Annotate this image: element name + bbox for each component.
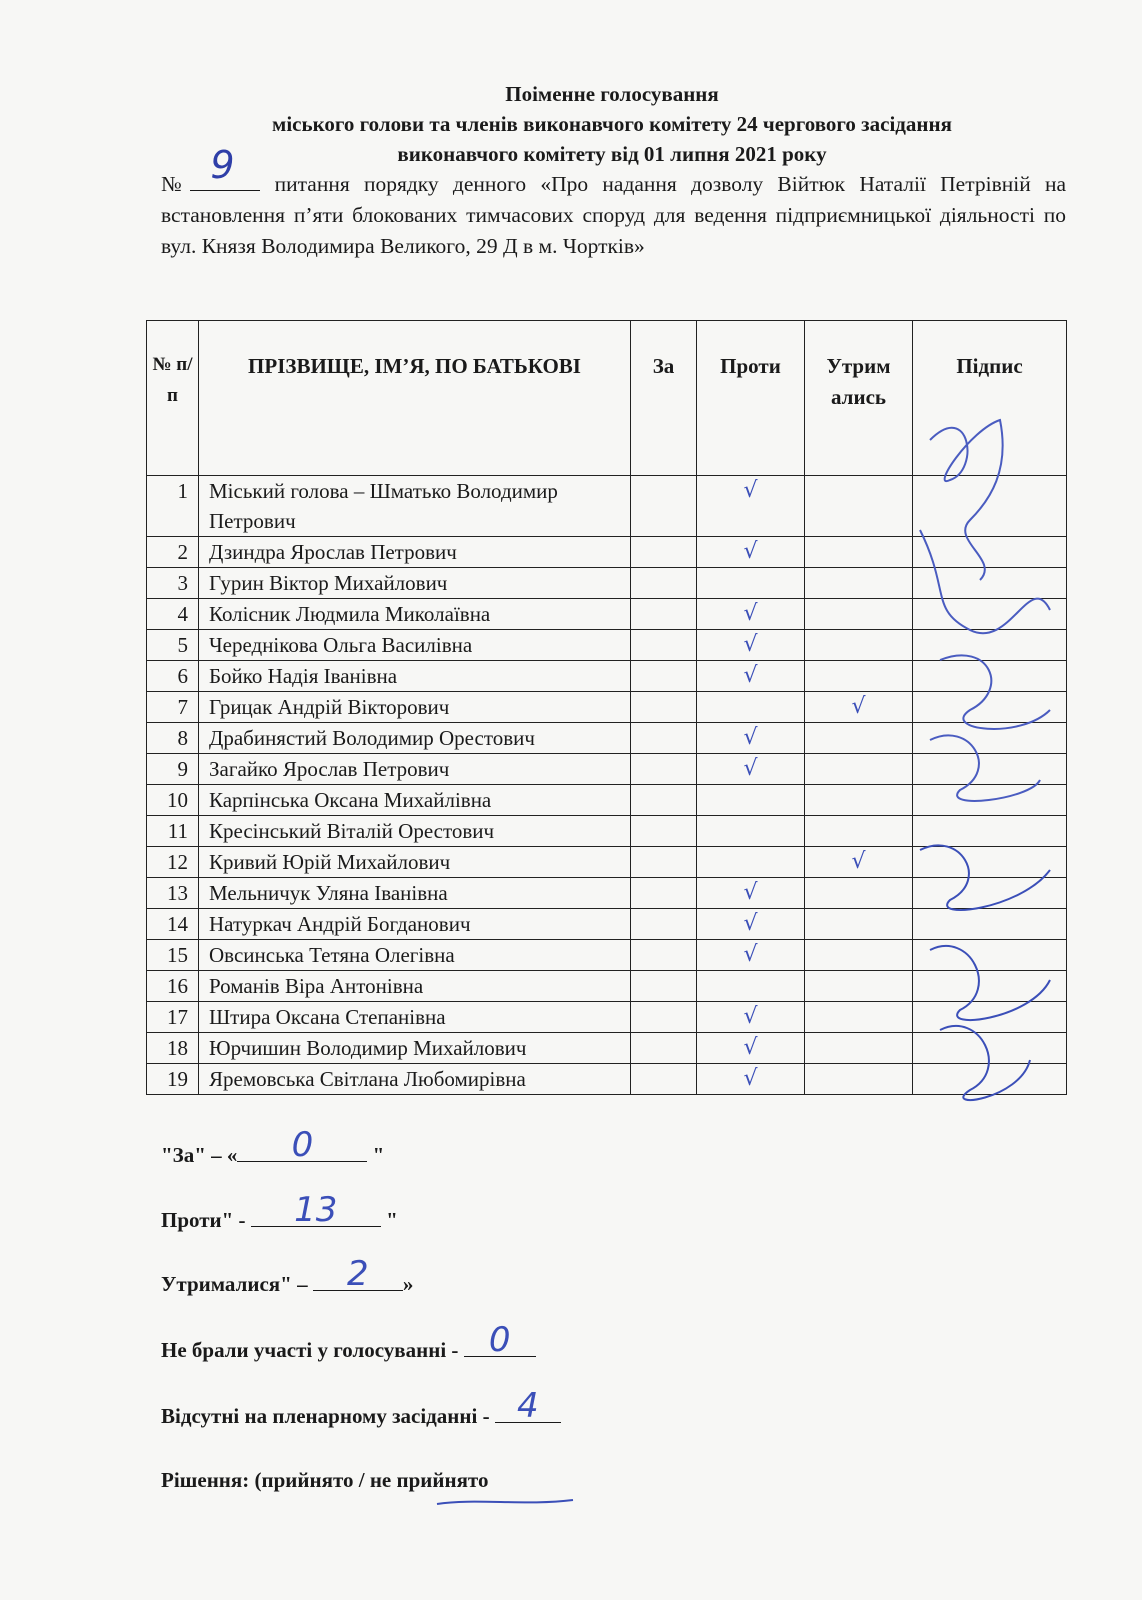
row-for-cell [631,1033,697,1064]
summary-not-voted-value: 0 [488,1320,511,1360]
row-for-cell [631,785,697,816]
row-number: 13 [147,878,199,909]
row-against-cell [697,847,805,878]
summary-against-value: 13 [294,1190,338,1230]
row-name: Натуркач Андрій Богданович [199,909,631,940]
header-name: ПРІЗВИЩЕ, ІМ’Я, ПО БАТЬКОВІ [199,321,631,476]
check-mark-icon: √ [743,880,758,905]
row-abstained-cell [805,847,913,878]
row-abstained-cell [805,692,913,723]
summary-absent-label: Відсутні на пленарному засіданні - [161,1404,495,1428]
summary-abstained-blank [313,1254,403,1294]
row-against-cell [697,909,805,940]
row-name: Дзиндра Ярослав Петрович [199,537,631,568]
check-mark-icon: √ [743,601,758,626]
check-mark-icon: √ [743,663,758,688]
check-mark-icon: √ [743,725,758,750]
agenda-number-blank [190,143,260,191]
check-mark-icon: √ [743,911,758,936]
row-for-cell [631,816,697,847]
row-name: Штира Оксана Степанівна [199,1002,631,1033]
signatures-scribble [910,410,1070,1130]
row-abstained-cell [805,1033,913,1064]
row-for-cell [631,568,697,599]
row-abstained-cell [805,816,913,847]
header-for: За [631,321,697,476]
row-against-cell [697,1002,805,1033]
summary-absent-blank [495,1386,561,1426]
check-mark-icon: √ [743,539,758,564]
check-mark-icon: √ [851,849,866,874]
row-name: Гурин Віктор Михайлович [199,568,631,599]
row-number: 1 [147,476,199,537]
agenda-number-handwritten: 9 [210,143,235,187]
row-name: Череднікова Ольга Василівна [199,630,631,661]
row-abstained-cell [805,1002,913,1033]
summary-for-value: 0 [291,1125,314,1165]
summary-abstained-label: Утрималися" – [161,1272,313,1296]
check-mark-icon: √ [743,756,758,781]
row-abstained-cell [805,568,913,599]
row-name: Бойко Надія Іванівна [199,661,631,692]
row-number: 11 [147,816,199,847]
summary-against-blank [251,1190,381,1230]
row-for-cell [631,1064,697,1095]
summary-abstained-close: » [402,1272,414,1296]
row-against-cell [697,661,805,692]
row-number: 18 [147,1033,199,1064]
row-name: Міський голова – Шматько Володимир Петрович [199,476,631,537]
row-against-cell [697,816,805,847]
summary-for [161,1125,385,1168]
row-against-cell [697,785,805,816]
row-number: 2 [147,537,199,568]
row-for-cell [631,971,697,1002]
row-abstained-cell [805,630,913,661]
row-for-cell [631,692,697,723]
row-abstained-cell [805,909,913,940]
row-abstained-cell [805,476,913,537]
check-mark-icon: √ [743,1035,758,1060]
check-mark-icon: √ [743,1066,758,1091]
row-number: 6 [147,661,199,692]
row-for-cell [631,630,697,661]
check-mark-icon: √ [743,1004,758,1029]
row-abstained-cell [805,723,913,754]
row-for-cell [631,599,697,630]
agenda-number-prefix: № [161,172,191,196]
summary-decision [161,1468,488,1493]
summary-for-blank [237,1125,367,1165]
row-abstained-cell [805,1064,913,1095]
summary-absent-value: 4 [517,1386,539,1426]
row-number: 12 [147,847,199,878]
row-against-cell [697,723,805,754]
row-name: Карпінська Оксана Михайлівна [199,785,631,816]
row-abstained-cell [805,785,913,816]
header-num: № п/п [147,321,199,476]
check-mark-icon: √ [743,942,758,967]
row-against-cell [697,1033,805,1064]
row-name: Кривий Юрій Михайлович [199,847,631,878]
row-against-cell [697,971,805,1002]
summary-absent [161,1386,561,1429]
row-name: Колісник Людмила Миколаївна [199,599,631,630]
row-name: Кресінський Віталій Орестович [199,816,631,847]
header-abstained: Утрим ались [805,321,913,476]
row-name: Загайко Ярослав Петрович [199,754,631,785]
row-name: Грицак Андрій Вікторович [199,692,631,723]
summary-against [161,1190,398,1233]
summary-not-voted-label: Не брали участі у голосуванні - [161,1338,464,1362]
summary-for-close: " [367,1143,385,1167]
document-subtitle: міського голови та членів виконавчого комітету 24 чергового засідання [272,112,952,136]
row-for-cell [631,1002,697,1033]
row-number: 10 [147,785,199,816]
row-against-cell [697,568,805,599]
summary-against-close: " [380,1208,398,1232]
row-abstained-cell [805,971,913,1002]
row-against-cell [697,476,805,537]
row-abstained-cell [805,661,913,692]
row-against-cell [697,754,805,785]
row-name: Овсинська Тетяна Олегівна [199,940,631,971]
row-against-cell [697,878,805,909]
row-number: 8 [147,723,199,754]
summary-against-label: Проти" - [161,1208,251,1232]
row-name: Драбинястий Володимир Орестович [199,723,631,754]
row-number: 7 [147,692,199,723]
row-abstained-cell [805,878,913,909]
check-mark-icon: √ [851,694,866,719]
row-number: 14 [147,909,199,940]
row-abstained-cell [805,537,913,568]
row-abstained-cell [805,754,913,785]
row-abstained-cell [805,599,913,630]
row-number: 17 [147,1002,199,1033]
row-for-cell [631,909,697,940]
row-against-cell [697,630,805,661]
row-for-cell [631,847,697,878]
row-for-cell [631,661,697,692]
row-against-cell [697,940,805,971]
summary-abstained-value: 2 [347,1254,369,1294]
document-title: Поіменне голосування [505,82,719,106]
summary-not-voted-blank [464,1320,536,1360]
row-against-cell [697,692,805,723]
check-mark-icon: √ [743,632,758,657]
row-number: 16 [147,971,199,1002]
row-abstained-cell [805,940,913,971]
row-name: Яремовська Світлана Любомирівна [199,1064,631,1095]
row-against-cell [697,537,805,568]
summary-for-label: "За" – « [161,1143,238,1167]
row-against-cell [697,599,805,630]
row-against-cell [697,1064,805,1095]
row-number: 4 [147,599,199,630]
row-for-cell [631,754,697,785]
row-for-cell [631,476,697,537]
row-number: 19 [147,1064,199,1095]
row-number: 9 [147,754,199,785]
summary-abstained [161,1254,414,1297]
row-name: Романів Віра Антонівна [199,971,631,1002]
row-for-cell [631,878,697,909]
summary-decision-label: Рішення: (прийнято / не прийнято [161,1468,489,1492]
header-signature: Підпис [913,321,1067,476]
row-number: 5 [147,630,199,661]
row-number: 15 [147,940,199,971]
row-name: Юрчишин Володимир Михайлович [199,1033,631,1064]
check-mark-icon: √ [743,478,758,503]
row-number: 3 [147,568,199,599]
row-for-cell [631,723,697,754]
decision-underline-scribble [435,1496,575,1508]
header-against: Проти [697,321,805,476]
agenda-text: питання порядку денного «Про надання дозволу Війтюк Наталії Петрівній на встановлення п’яти блокованих тимчасових споруд для ведення підприємницької діяльності по вул. Князя Володимира Великого, 29 Д в м. Чортків» [161,172,1067,258]
row-for-cell [631,940,697,971]
summary-not-voted [161,1320,536,1363]
row-name: Мельничук Уляна Іванівна [199,878,631,909]
document-date-line: виконавчого комітету від 01 липня 2021 року [397,142,827,166]
row-for-cell [631,537,697,568]
